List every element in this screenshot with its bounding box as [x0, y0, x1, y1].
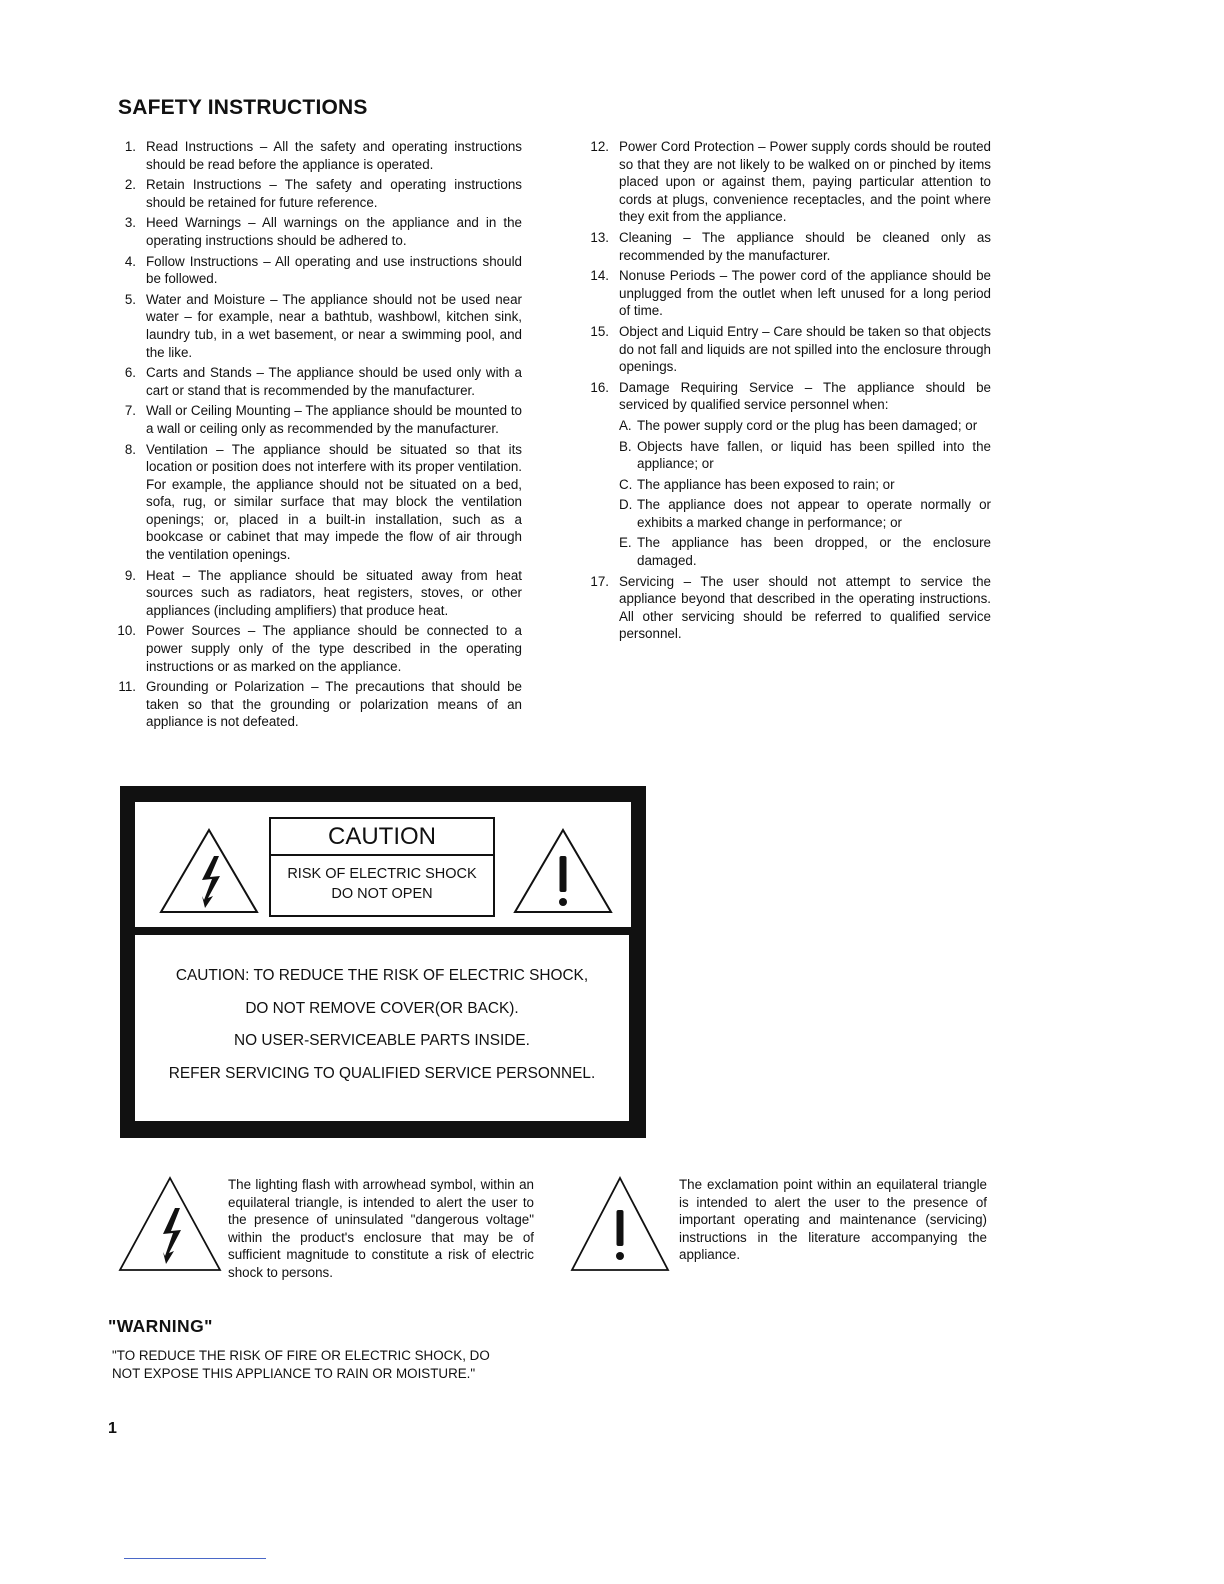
instruction-item: [110, 402, 522, 437]
caution-notice-line: REFER SERVICING TO QUALIFIED SERVICE PERSONNEL.: [168, 1064, 596, 1082]
instruction-number: 7.: [124, 403, 136, 419]
caution-notice-line: DO NOT REMOVE COVER(OR BACK).: [245, 999, 519, 1017]
instruction-text: Read Instructions – All the safety and operating instructions should be read before the appliance is operated.: [146, 139, 522, 172]
instruction-number: 14.: [590, 268, 609, 284]
instruction-number: 15.: [590, 323, 609, 339]
subitem-letter: C.: [619, 476, 633, 492]
instruction-text: Servicing – The user should not attempt to service the appliance beyond that described in the operating instructions. All other servicing should be referred to qualified service personnel.: [619, 573, 991, 642]
instruction-number: 12.: [590, 139, 609, 154]
damage-subitem: [619, 534, 991, 569]
instruction-text: Water and Moisture – The appliance should not be used near water – for example, near a bathtub, washbowl, kitchen sink, laundry tub, in a wet basement, or near a swimming pool, and the like.: [146, 291, 522, 360]
instruction-number: 13.: [590, 229, 609, 245]
damage-subitem: [619, 496, 991, 531]
instruction-text: Grounding or Polarization – The precautions that should be taken so that the grounding or polarization means of an appliance is not defeated.: [146, 679, 522, 730]
instruction-item: [583, 573, 991, 643]
subitem-text: The power supply cord or the plug has been damaged; or: [637, 417, 978, 433]
instructions-left-column: [110, 138, 522, 734]
subitem-letter: A.: [619, 417, 632, 433]
instruction-text: Heed Warnings – All warnings on the appliance and in the operating instructions should be adhered to.: [146, 215, 522, 248]
instruction-text: Ventilation – The appliance should be situated so that its location or position does not interfere with its proper ventilation. For example, the appliance should not be situated on a bed, sofa, rug, or similar surface that may block the ventilation openings; or, placed in a built-in installation, such as a bookcase or cabinet that may impede the flow of air through the ventilation openings.: [146, 441, 522, 563]
instruction-text: Heat – The appliance should be situated away from heat sources such as radiators, heat registers, stoves, or other appliances (including amplifiers) that produce heat.: [146, 567, 522, 618]
instruction-text: Damage Requiring Service – The appliance should be serviced by qualified service personnel when:: [619, 379, 991, 413]
instruction-text: Follow Instructions – All operating and use instructions should be followed.: [146, 253, 522, 287]
caution-notice: [135, 935, 629, 1121]
footer-rule: [124, 1558, 266, 1559]
instruction-number: 2.: [124, 177, 136, 193]
instruction-item: [583, 379, 991, 570]
damage-subitem: [619, 417, 991, 435]
instruction-item: [110, 622, 522, 675]
instruction-text: Object and Liquid Entry – Care should be taken so that objects do not fall and liquids are not spilled into the enclosure through openings.: [619, 323, 991, 375]
instruction-number: 11.: [118, 679, 136, 695]
exclamation-symbol-icon: [570, 1148, 670, 1278]
caution-notice-line: CAUTION: TO REDUCE THE RISK OF ELECTRIC SHOCK,: [175, 967, 589, 984]
instruction-text: Power Cord Protection – Power supply cords should be routed so that they are not likely to be walked on or pinched by items placed upon or against them, paying particular attention to cords at plugs, convenience receptacles, and the point where they exit from the appliance.: [619, 139, 991, 225]
damage-subitem: [619, 476, 991, 494]
instruction-item: [583, 229, 991, 264]
instruction-text: Wall or Ceiling Mounting – The appliance should be mounted to a wall or ceiling only as recommended by the manufacturer.: [146, 403, 522, 436]
page-title: SAFETY INSTRUCTIONS: [118, 96, 368, 119]
instruction-item: [110, 567, 522, 620]
instruction-item: [110, 364, 522, 399]
instruction-item: [110, 441, 522, 564]
instruction-text: Nonuse Periods – The power cord of the appliance should be unplugged from the outlet when left unused for a long period of time.: [619, 268, 991, 319]
instruction-number: 3.: [124, 215, 136, 231]
instruction-item: [583, 138, 991, 226]
instruction-number: 9.: [124, 567, 136, 583]
exclamation-warning-icon: [513, 828, 613, 914]
damage-subitem: [619, 438, 991, 473]
caution-label-area: [135, 802, 631, 927]
lightning-symbol-description: The lighting flash with arrowhead symbol, within an equilateral triangle, is intended to alert the user to the presence of uninsulated "dangerous voltage" within the product's enclosure that may be of sufficient magnitude to constitute a risk of electric shock to persons.: [228, 1177, 534, 1280]
lightning-warning-icon: [159, 828, 259, 914]
warning-title: "WARNING": [108, 1316, 213, 1336]
subitem-letter: D.: [619, 497, 633, 513]
caution-label: [269, 817, 495, 917]
instruction-item: [583, 323, 991, 376]
instruction-number: 10.: [117, 623, 136, 639]
subitem-text: The appliance has been exposed to rain; or: [637, 476, 895, 492]
instructions-right-column: [583, 138, 991, 646]
caution-heading: CAUTION: [271, 819, 493, 856]
subitem-text: Objects have fallen, or liquid has been spilled into the appliance; or: [637, 438, 991, 472]
warning-body: "TO REDUCE THE RISK OF FIRE OR ELECTRIC SHOCK, DO NOT EXPOSE THIS APPLIANCE TO RAIN OR MOISTURE.": [112, 1348, 490, 1381]
instruction-item: [110, 291, 522, 361]
instruction-number: 5.: [124, 291, 136, 307]
instruction-number: 4.: [124, 253, 136, 269]
instruction-text: Power Sources – The appliance should be connected to a power supply only of the type described in the operating instructions or as marked on the appliance.: [146, 623, 522, 674]
instruction-item: [110, 138, 522, 173]
instruction-item: [110, 253, 522, 288]
instruction-item: [110, 678, 522, 731]
instruction-number: 17.: [590, 573, 609, 589]
instruction-item: [110, 214, 522, 249]
instruction-text: Carts and Stands – The appliance should be used only with a cart or stand that is recommended by the manufacturer.: [146, 365, 522, 398]
subitem-letter: E.: [619, 535, 632, 551]
caution-notice-line: NO USER-SERVICEABLE PARTS INSIDE.: [234, 1032, 530, 1049]
subitem-letter: B.: [619, 438, 632, 454]
subitem-text: The appliance has been dropped, or the enclosure damaged.: [637, 535, 991, 569]
caution-panel: [120, 786, 646, 1138]
instruction-number: 1.: [124, 139, 136, 154]
instruction-text: Cleaning – The appliance should be cleaned only as recommended by the manufacturer.: [619, 229, 991, 263]
caution-do-not-open-line: DO NOT OPEN: [331, 886, 433, 902]
caution-risk-line: RISK OF ELECTRIC SHOCK: [287, 866, 477, 882]
exclamation-symbol-description: The exclamation point within an equilateral triangle is intended to alert the user to the presence of important operating and maintenance (servicing) instructions in the literature accompanying the appliance.: [679, 1177, 987, 1262]
instruction-number: 6.: [124, 365, 136, 381]
lightning-symbol-icon: [118, 1148, 222, 1278]
subitem-text: The appliance does not appear to operate normally or exhibits a marked change in performance; or: [637, 497, 991, 530]
instruction-number: 8.: [124, 441, 136, 457]
instruction-item: [110, 176, 522, 211]
page-number: 1: [108, 1420, 117, 1437]
instruction-item: [583, 267, 991, 320]
instruction-text: Retain Instructions – The safety and operating instructions should be retained for future reference.: [146, 177, 522, 210]
instruction-number: 16.: [590, 379, 609, 395]
